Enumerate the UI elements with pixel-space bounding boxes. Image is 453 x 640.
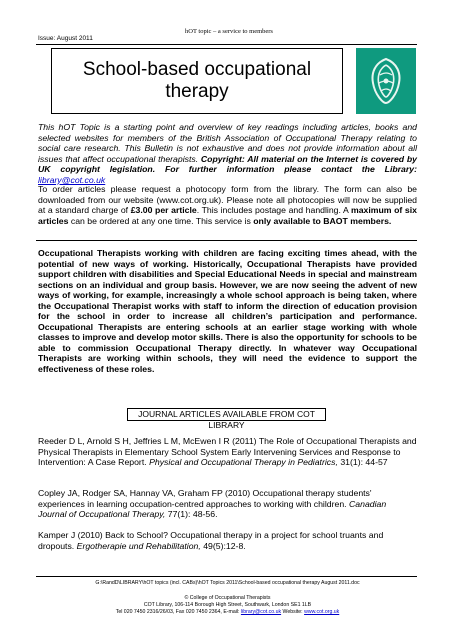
reference-journal: Canadian Journal of Occupational Therapy, [38, 498, 387, 520]
title-line-1: School-based occupational [82, 59, 312, 80]
footer-file-path: G:\RandD\LIBRARY\hOT topics (incl. CABs)\hOT Topics 2011\School-based occupational therapy August 2011.doc [95, 580, 360, 586]
reference-volume: 31(1): 44-57 [340, 457, 388, 468]
order-text-c: can be ordered at any one time. This service is [70, 215, 251, 226]
footer-contact-text: Tel 020 7450 2316/26/03, Fax 020 7450 2364, E-mail: [115, 609, 240, 615]
intro-text: This hOT Topic is a starting point and overview of key readings including articles, books and selected websites for members of the British Association of Occupational Therapy relating to social care research. This Bulletin is not exhaustive and does not provide information about all issues that affect occupational therapists. [38, 122, 417, 164]
copyright-notice: Copyright: All material on the Internet is covered by UK copyright legislation. For further information please contact the Library: [38, 153, 417, 175]
order-max: maximum of six articles [38, 205, 417, 226]
order-paragraph [38, 184, 417, 226]
footer-contact [38, 609, 417, 616]
reference-text: Kamper J (2010) Back to School? Occupational therapy in a project for school truants and dropouts. [38, 530, 384, 551]
footer-divider [36, 576, 417, 577]
reference-text: Reeder D L, Arnold S H, Jeffries L M, McEwen I R (2011) The Role of Occupational Therapists and Physical Therapists in Elementary School System Early Intervening Services and Response to Intervention: A Case Report. [38, 436, 417, 468]
header-divider [36, 44, 417, 45]
page-title [51, 48, 343, 114]
reference-journal: Ergotherapie und Rehabilitation, [76, 540, 201, 551]
intro-paragraph [38, 122, 417, 186]
footer-website-link[interactable]: www.cot.org.uk [304, 609, 340, 615]
title-line-2: therapy [165, 81, 229, 102]
logo-emblem-icon [363, 53, 409, 109]
section-divider [36, 240, 417, 241]
footer-website-label: Website: [282, 609, 303, 615]
footer-address: COT Library, 106-114 Borough High Street, Southwark, London SE1 1LB [143, 602, 312, 608]
reference-volume: 77(1): 48-56. [167, 509, 218, 520]
header-service-text: hOT topic – a service to members [185, 28, 273, 35]
cot-logo-icon [356, 48, 416, 114]
library-email-link[interactable]: library@cot.co.uk [38, 174, 106, 185]
reference-item [38, 488, 417, 520]
reference-journal: Physical and Occupational Therapy in Pediatrics, [149, 457, 338, 468]
reference-item [38, 530, 417, 551]
order-text-b: . This includes postage and handling. A [196, 205, 349, 216]
overview-paragraph: Occupational Therapists working with children are facing exciting times ahead, with the potential of new ways of working. Historically, Occupational Therapists have provided support children with disabilities and Special Educational Needs in special and mainstream sections on an individual and group basis. However, we are now seeing the advent of new ways of working, for example, increasingly a whole school approach is being taken, where the Occupational Therapist works with staff to inform the direction of education provision for the school in order to increase all children’s participation and performance. Occupational Therapists are entering schools at an earlier stage working with whole classes to improve and develop motor skills. There is also the opportunity for schools to be able to commission Occupational Therapy directly. In whatever way Occupational Therapists are working within schools, they will need the evidence to support the effectiveness of these roles. [38, 248, 417, 374]
reference-volume: 49(5):12-8. [203, 540, 246, 551]
reference-text: Copley JA, Rodger SA, Hannay VA, Graham FP (2010) Occupational therapy students' experiences in learning occupation-centred approaches to working with children. [38, 488, 372, 509]
order-price: £3.00 per article [130, 205, 197, 216]
issue-date: Issue: August 2011 [38, 35, 93, 42]
order-members-only: only available to BAOT members. [253, 215, 392, 226]
footer-copyright: © College of Occupational Therapists [184, 595, 271, 601]
order-text-a: To order articles please request a photocopy form from the library. The form can also be downloaded from our website (www.cot.org.uk). Please note all photocopies will now be supplied at a standard charge of [38, 184, 417, 216]
journal-section-heading: JOURNAL ARTICLES AVAILABLE FROM COT LIBRARY [127, 408, 326, 421]
reference-item [38, 436, 417, 468]
footer-email-link[interactable]: library@cot.co.uk [240, 609, 282, 615]
